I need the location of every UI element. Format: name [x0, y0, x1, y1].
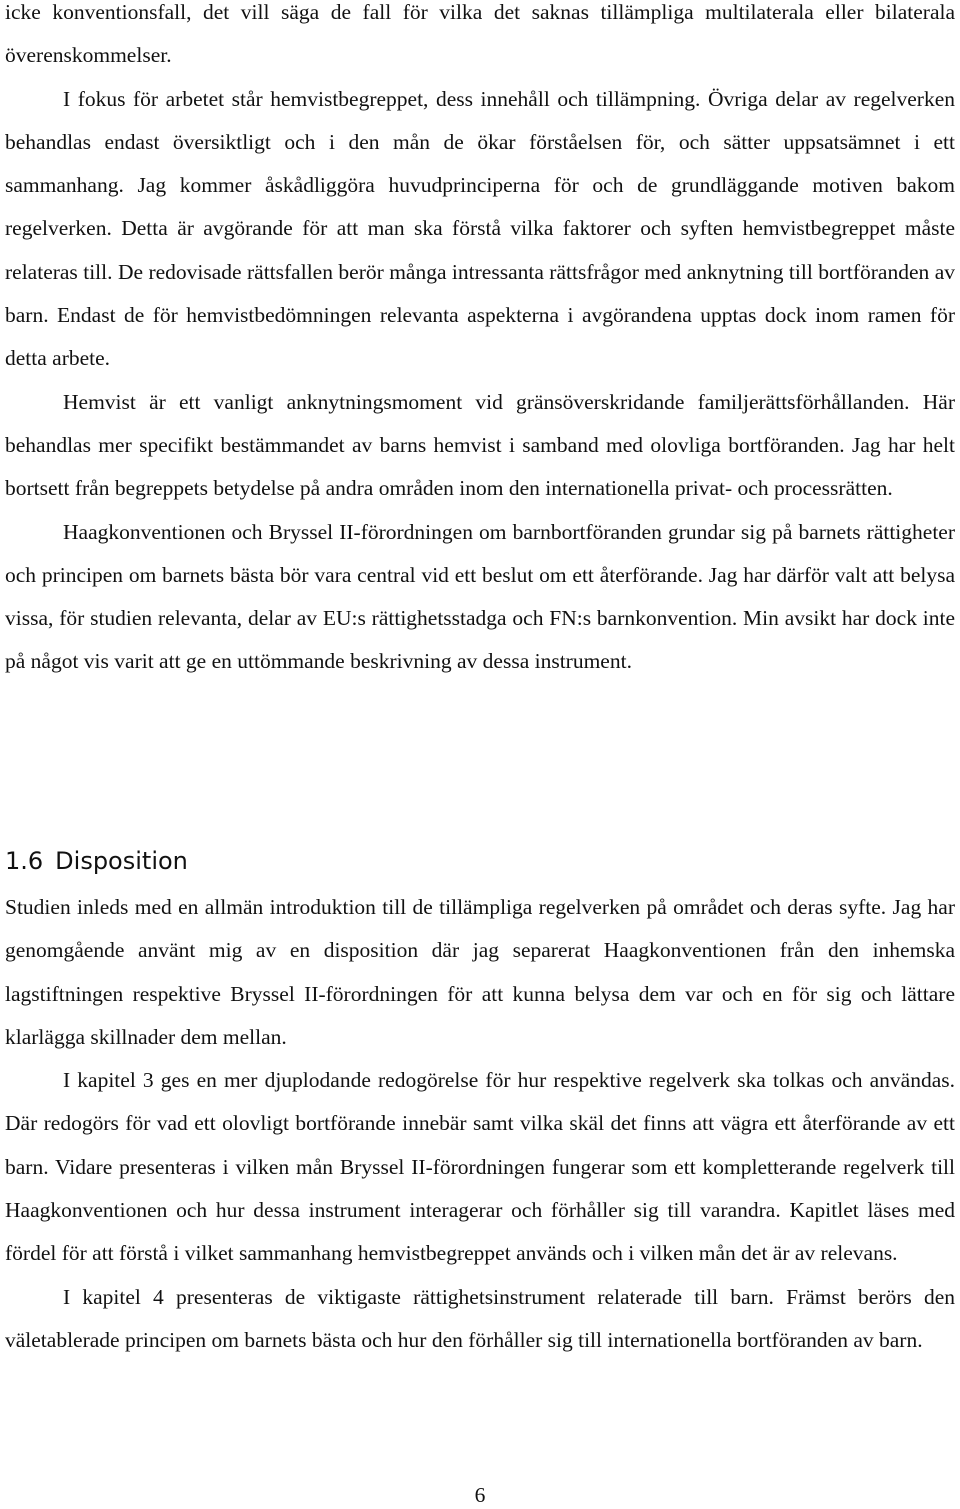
section-number: 1.6 — [5, 847, 44, 875]
paragraph-kapitel-4: I kapitel 4 presenteras de viktigaste rättighetsinstrument relaterade till barn. Främst berörs den väletablerade principen om barnets bästa och hur den förhåller sig till internationella bortföranden av barn. — [5, 1284, 955, 1352]
section-title: Disposition — [55, 847, 188, 875]
body-text-bottom — [5, 886, 955, 1362]
paragraph-kapitel-3: I kapitel 3 ges en mer djuplodande redogörelse för hur respektive regelverk ska tolkas och användas. Där redogörs för vad ett olovligt bortförande innebär samt vilka skäl det finns att vägra ett återförande av ett barn. Vidare presenteras i vilken mån Bryssel II-förordningen fungerar som ett kompletterande regelverk till Haagkonventionen och hur dessa instrument interagerar och förhåller sig till varandra. Kapitlet läses med fördel för att förstå i vilket sammanhang hemvistbegreppet används och i vilken mån det är av relevans. — [5, 1068, 955, 1266]
paragraph-continuation: icke konventionsfall, det vill säga de fall för vilka det saknas tillämpliga multilaterala eller bilaterala överenskommelser. — [5, 0, 955, 68]
page-number: 6 — [474, 1483, 486, 1507]
paragraph-intro: Studien inleds med en allmän introduktion till de tillämpliga regelverken på området och deras syfte. Jag har genomgående använt mig av en disposition där jag separerat Haagkonventionen från den inhemska lagstiftningen respektive Bryssel II-förordningen för att kunna belysa dem var och en för sig och lättare klarlägga skillnader dem mellan. — [5, 895, 955, 1049]
paragraph-haagkonventionen: Haagkonventionen och Bryssel II-förordningen om barnbortföranden grundar sig på barnets rättigheter och principen om barnets bästa bör vara central vid ett beslut om ett återförande. Jag har därför valt att belysa vissa, för studien relevanta, delar av EU:s rättighetsstadga och FN:s barnkonvention. Min avsikt har dock inte på något vis varit att ge en uttömmande beskrivning av dessa instrument. — [5, 519, 955, 674]
paragraph-focus: I fokus för arbetet står hemvistbegreppet, dess innehåll och tillämpning. Övriga delar av regelverken behandlas endast översiktligt och i den mån de ökar förståelsen för, och sätter uppsatsämnet i ett sammanhang. Jag kommer åskådliggöra huvudprinciperna för och de grundläggande motiven bakom regelverken. Detta är avgörande för att man ska förstå vilka faktorer och syften hemvistbegreppet måste relateras till. De redovisade rättsfallen berör många intressanta rättsfrågor med anknytning till bortföranden av barn. Endast de för hemvistbedömningen relevanta aspekterna i avgörandena upptas dock inom ramen för detta arbete. — [5, 86, 955, 371]
section-heading — [5, 843, 188, 879]
body-text-top — [5, 0, 955, 684]
paragraph-hemvist: Hemvist är ett vanligt anknytningsmoment vid gränsöverskridande familjerättsförhållanden. Här behandlas mer specifikt bestämmandet av barns hemvist i samband med olovliga bortföranden. Jag har helt bortsett från begreppets betydelse på andra områden inom den internationella privat- och processrätten. — [5, 389, 955, 501]
